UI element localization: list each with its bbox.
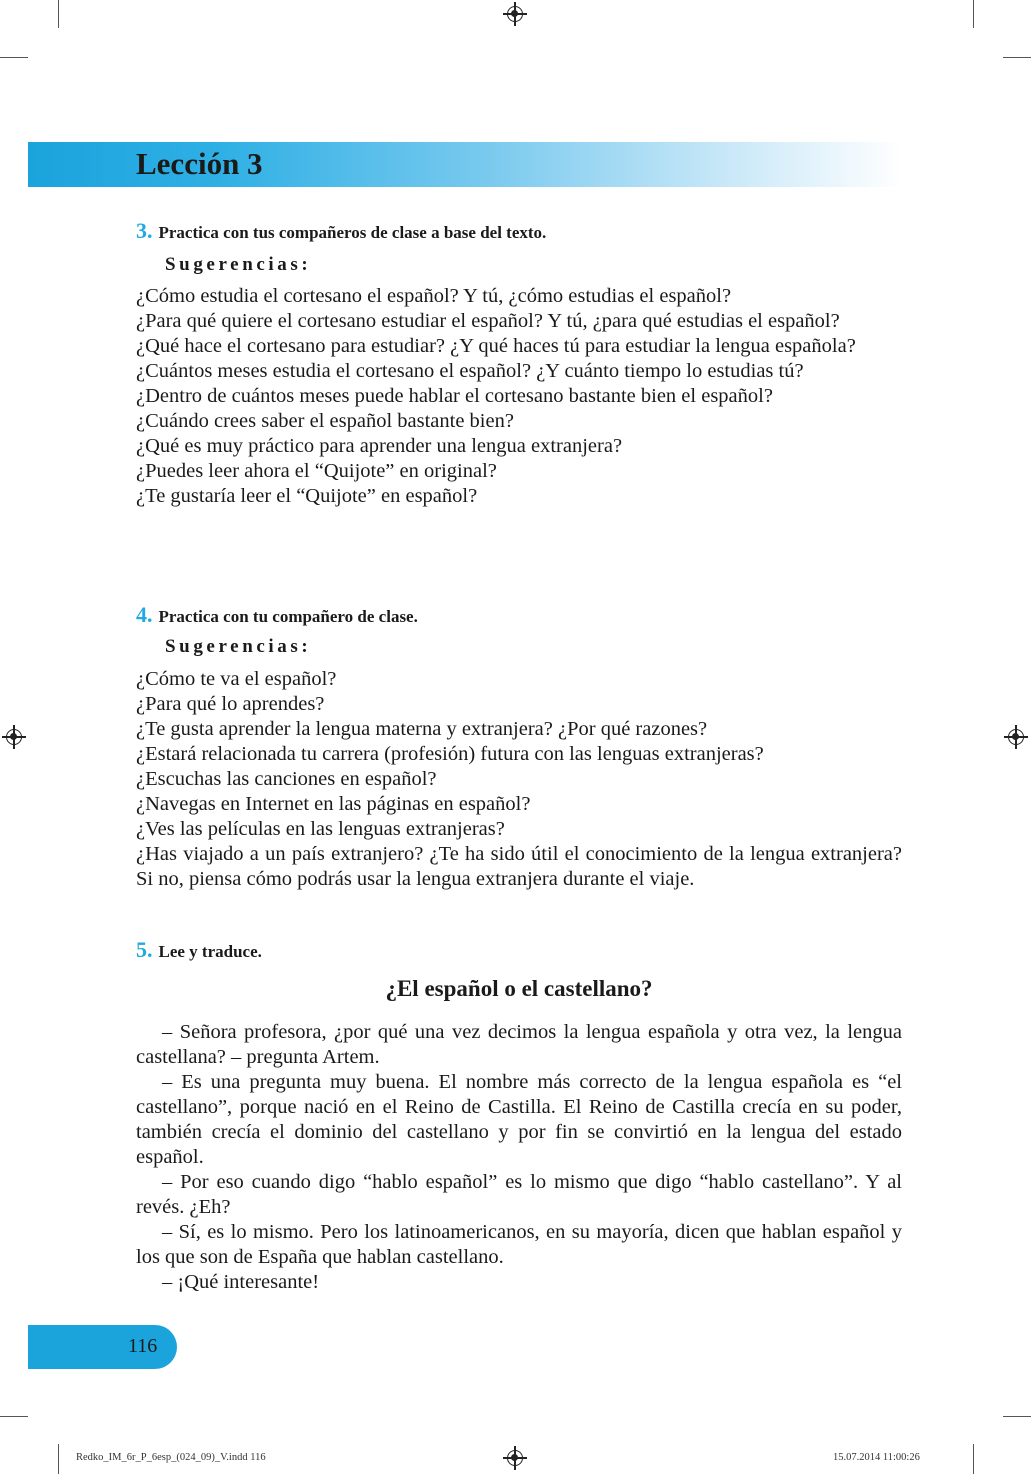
question-line: ¿Para qué quiere el cortesano estudiar el español? Y tú, ¿para qué estudias el español? <box>136 310 840 332</box>
exercise-number: 3. <box>136 218 153 243</box>
exercise-instruction: Lee y traduce. <box>158 942 262 961</box>
dialogue-paragraph: – Sí, es lo mismo. Pero los latinoamericanos, en su mayoría, dicen que hablan español y los que son de España que hablan castellano. <box>136 1221 902 1268</box>
question-line: ¿Navegas en Internet en las páginas en español? <box>136 793 531 815</box>
crop-mark <box>1003 1416 1031 1417</box>
dialogue-paragraph: – ¡Qué interesante! <box>162 1271 320 1293</box>
question-line: ¿Cuándo crees saber el español bastante bien? <box>136 410 514 432</box>
question-line: ¿Qué es muy práctico para aprender una lengua extranjera? <box>136 435 623 457</box>
question-line: ¿Dentro de cuántos meses puede hablar el cortesano bastante bien el español? <box>136 385 773 407</box>
crop-mark <box>973 0 974 28</box>
crop-mark <box>1003 57 1031 58</box>
question-line: ¿Qué hace el cortesano para estudiar? ¿Y qué haces tú para estudiar la lengua española? <box>136 335 856 357</box>
crop-mark <box>973 1444 974 1474</box>
question-line: ¿Estará relacionada tu carrera (profesión) futura con las lenguas extranjeras? <box>136 743 764 765</box>
registration-mark-icon <box>1008 729 1024 745</box>
exercise-instruction: Practica con tus compañeros de clase a base del texto. <box>158 223 547 242</box>
exercise-5-heading <box>136 937 262 963</box>
reading-title: ¿El español o el castellano? <box>385 976 653 1001</box>
suggestions-label: Sugerencias: <box>165 636 312 657</box>
exercise-4-heading <box>136 602 418 628</box>
suggestions-label: Sugerencias: <box>165 254 312 275</box>
registration-mark-icon <box>507 1450 523 1466</box>
exercise-4-questions <box>136 667 902 892</box>
exercise-instruction: Practica con tu compañero de clase. <box>158 607 418 626</box>
slug-timestamp: 15.07.2014 11:00:26 <box>833 1452 920 1463</box>
question-line: ¿Te gusta aprender la lengua materna y extranjera? ¿Por qué razones? <box>136 718 708 740</box>
dialogue-paragraph: – Es una pregunta muy buena. El nombre más correcto de la lengua española es “el castellano”, porque nació en el Reino de Castilla. El Reino de Castilla crecía en su poder, también crecía el dominio del castellano y por fin se convirtió en la lengua del estado español. <box>136 1071 902 1168</box>
crop-mark <box>58 0 59 28</box>
exercise-number: 5. <box>136 937 153 962</box>
crop-mark <box>0 57 28 58</box>
question-line: ¿Escuchas las canciones en español? <box>136 768 437 790</box>
slug-filename: Redko_IM_6r_P_6esp_(024_09)_V.indd 116 <box>76 1452 266 1463</box>
exercise-number: 4. <box>136 602 153 627</box>
question-line: ¿Puedes leer ahora el “Quijote” en original? <box>136 460 497 482</box>
question-line: ¿Cómo estudia el cortesano el español? Y tú, ¿cómo estudias el español? <box>136 285 732 307</box>
lesson-title: Lección 3 <box>136 146 263 181</box>
exercise-3-questions <box>136 284 902 509</box>
crop-mark <box>0 1416 28 1417</box>
reading-text <box>136 1020 902 1295</box>
registration-mark-icon <box>6 729 22 745</box>
dialogue-paragraph: – Por eso cuando digo “hablo español” es lo mismo que digo “hablo castellano”. Y al revés. ¿Eh? <box>136 1171 902 1218</box>
page-number: 116 <box>128 1335 158 1357</box>
registration-mark-icon <box>507 6 523 22</box>
question-line: ¿Ves las películas en las lenguas extranjeras? <box>136 818 505 840</box>
question-line: ¿Para qué lo aprendes? <box>136 693 325 715</box>
crop-mark <box>58 1444 59 1474</box>
question-line: ¿Te gustaría leer el “Quijote” en español? <box>136 485 478 507</box>
dialogue-paragraph: – Señora profesora, ¿por qué una vez decimos la lengua española y otra vez, la lengua castellana? – pregunta Artem. <box>136 1021 902 1068</box>
question-line: ¿Cómo te va el español? <box>136 668 337 690</box>
exercise-3-heading <box>136 218 546 244</box>
question-line: ¿Has viajado a un país extranjero? ¿Te ha sido útil el conocimiento de la lengua extranjera? Si no, piensa cómo podrás usar la lengua extranjera durante el viaje. <box>136 843 902 890</box>
question-line: ¿Cuántos meses estudia el cortesano el español? ¿Y cuánto tiempo lo estudias tú? <box>136 360 804 382</box>
